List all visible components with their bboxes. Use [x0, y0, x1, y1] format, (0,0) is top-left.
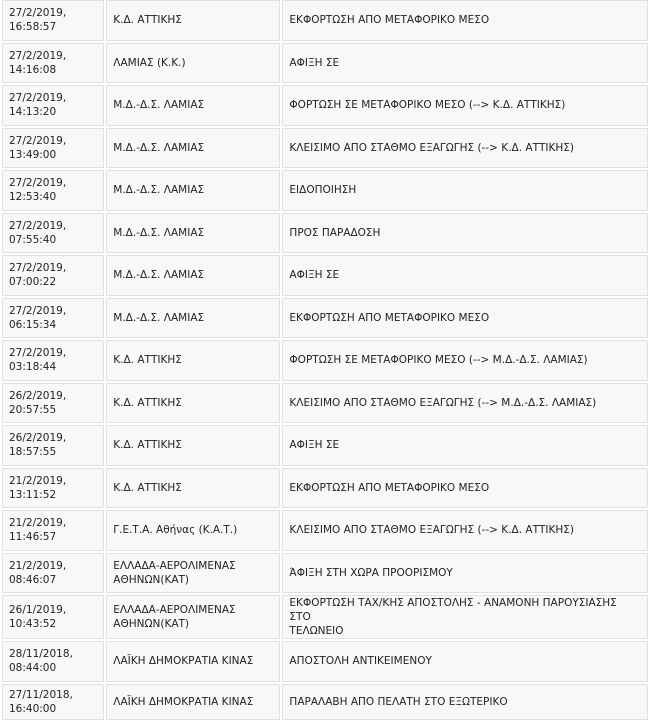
event-time: 13:11:52	[9, 488, 57, 501]
event-date: 27/2/2019,	[9, 347, 67, 360]
status-cell	[282, 340, 648, 381]
datetime-cell	[2, 468, 104, 509]
tracking-row	[2, 340, 648, 381]
status-cell	[282, 425, 648, 466]
status-cell	[282, 170, 648, 211]
status-cell	[282, 641, 648, 682]
event-time: 12:53:40	[9, 191, 57, 204]
event-time: 03:18:44	[9, 361, 57, 374]
event-time: 13:49:00	[9, 148, 57, 161]
event-location: Κ.Δ. ΑΤΤΙΚΗΣ	[113, 354, 182, 367]
event-location: Μ.Δ.-Δ.Σ. ΛΑΜΙΑΣ	[113, 311, 205, 324]
status-cell	[282, 0, 648, 41]
location-cell	[106, 85, 280, 126]
event-location: ΛΑΜΙΑΣ (Κ.Κ.)	[113, 56, 186, 69]
event-status: ΚΛΕΙΣΙΜΟ ΑΠΟ ΣΤΑΘΜΟ ΕΞΑΓΩΓΗΣ (--> Κ.Δ. ΑΤΤΙΚΗΣ)	[289, 141, 575, 154]
tracking-row	[2, 553, 648, 594]
tracking-row	[2, 595, 648, 639]
event-status: ΕΚΦΟΡΤΩΣΗ ΑΠΟ ΜΕΤΑΦΟΡΙΚΟ ΜΕΣΟ	[289, 481, 490, 494]
event-time: 08:44:00	[9, 662, 57, 675]
tracking-row	[2, 510, 648, 551]
event-location: ΛΑΪΚΗ ΔΗΜΟΚΡΑΤΙΑ ΚΙΝΑΣ	[113, 695, 254, 708]
datetime-cell	[2, 510, 104, 551]
datetime-cell	[2, 43, 104, 84]
event-location: Μ.Δ.-Δ.Σ. ΛΑΜΙΑΣ	[113, 141, 205, 154]
datetime-cell	[2, 595, 104, 639]
location-cell	[106, 510, 280, 551]
event-status: ΕΚΦΟΡΤΩΣΗ ΑΠΟ ΜΕΤΑΦΟΡΙΚΟ ΜΕΣΟ	[289, 14, 490, 27]
event-status: ΑΦΙΞΗ ΣΕ	[289, 269, 340, 282]
event-status: ΕΚΦΟΡΤΩΣΗ ΤΑΧ/ΚΗΣ ΑΠΟΣΤΟΛΗΣ - ΑΝΑΜΟΝΗ ΠΑΡΟΥΣΙΑΣΗΣ ΣΤΟ ΤΕΛΩΝΕΙΟ	[289, 597, 617, 637]
event-status: ΕΚΦΟΡΤΩΣΗ ΑΠΟ ΜΕΤΑΦΟΡΙΚΟ ΜΕΣΟ	[289, 311, 490, 324]
status-cell	[282, 595, 648, 639]
event-time: 18:57:55	[9, 446, 57, 459]
event-date: 27/2/2019,	[9, 134, 67, 147]
status-cell	[282, 128, 648, 169]
location-cell	[106, 255, 280, 296]
status-cell	[282, 383, 648, 424]
event-location: Κ.Δ. ΑΤΤΙΚΗΣ	[113, 481, 182, 494]
event-status: ΠΑΡΑΛΑΒΗ ΑΠΟ ΠΕΛΑΤΗ ΣΤΟ ΕΞΩΤΕΡΙΚΟ	[289, 695, 508, 708]
event-time: 08:46:07	[9, 573, 57, 586]
event-date: 21/2/2019,	[9, 474, 67, 487]
status-cell	[282, 468, 648, 509]
status-cell	[282, 213, 648, 254]
event-status: ΕΙΔΟΠΟΙΗΣΗ	[289, 184, 357, 197]
event-status: ΑΠΟΣΤΟΛΗ ΑΝΤΙΚΕΙΜΕΝΟΥ	[289, 655, 432, 668]
event-time: 07:55:40	[9, 233, 57, 246]
location-cell	[106, 641, 280, 682]
datetime-cell	[2, 255, 104, 296]
location-cell	[106, 553, 280, 594]
datetime-cell	[2, 128, 104, 169]
event-date: 27/11/2018,	[9, 688, 73, 701]
event-status: ΆΦΙΞΗ ΣΤΗ ΧΩΡΑ ΠΡΟΟΡΙΣΜΟΥ	[289, 566, 453, 579]
tracking-row	[2, 298, 648, 339]
status-cell	[282, 85, 648, 126]
tracking-row	[2, 128, 648, 169]
status-cell	[282, 255, 648, 296]
datetime-cell	[2, 340, 104, 381]
event-date: 27/2/2019,	[9, 92, 67, 105]
event-date: 26/1/2019,	[9, 604, 67, 616]
location-cell	[106, 213, 280, 254]
datetime-cell	[2, 383, 104, 424]
tracking-row	[2, 425, 648, 466]
event-time: 16:58:57	[9, 21, 57, 34]
event-date: 28/11/2018,	[9, 648, 73, 661]
event-location: ΕΛΛΑΔΑ-ΑΕΡΟΛΙΜΕΝΑΣ ΑΘΗΝΩΝ(ΚΑΤ)	[113, 604, 236, 630]
event-time: 07:00:22	[9, 276, 57, 289]
event-time: 11:46:57	[9, 531, 57, 544]
event-date: 21/2/2019,	[9, 517, 67, 530]
tracking-row	[2, 684, 648, 720]
event-status: ΠΡΟΣ ΠΑΡΑΔΟΣΗ	[289, 226, 381, 239]
event-location: ΛΑΪΚΗ ΔΗΜΟΚΡΑΤΙΑ ΚΙΝΑΣ	[113, 655, 254, 668]
datetime-cell	[2, 85, 104, 126]
location-cell	[106, 170, 280, 211]
event-date: 21/2/2019,	[9, 559, 67, 572]
tracking-row	[2, 170, 648, 211]
event-time: 06:15:34	[9, 318, 57, 331]
event-location: Κ.Δ. ΑΤΤΙΚΗΣ	[113, 396, 182, 409]
datetime-cell	[2, 425, 104, 466]
location-cell	[106, 128, 280, 169]
location-cell	[106, 684, 280, 720]
event-location: Γ.Ε.Τ.Α. Αθήνας (Κ.Α.Τ.)	[113, 524, 238, 537]
location-cell	[106, 425, 280, 466]
datetime-cell	[2, 684, 104, 720]
event-status: ΑΦΙΞΗ ΣΕ	[289, 56, 340, 69]
event-location: Μ.Δ.-Δ.Σ. ΛΑΜΙΑΣ	[113, 184, 205, 197]
event-status: ΦΟΡΤΩΣΗ ΣΕ ΜΕΤΑΦΟΡΙΚΟ ΜΕΣΟ (--> Μ.Δ.-Δ.Σ. ΛΑΜΙΑΣ)	[289, 354, 588, 367]
event-status: ΚΛΕΙΣΙΜΟ ΑΠΟ ΣΤΑΘΜΟ ΕΞΑΓΩΓΗΣ (--> Μ.Δ.-Δ.Σ. ΛΑΜΙΑΣ)	[289, 396, 597, 409]
event-status: ΑΦΙΞΗ ΣΕ	[289, 439, 340, 452]
location-cell	[106, 298, 280, 339]
location-cell	[106, 383, 280, 424]
tracking-row	[2, 85, 648, 126]
location-cell	[106, 595, 280, 639]
event-time: 14:16:08	[9, 63, 57, 76]
status-cell	[282, 43, 648, 84]
event-time: 10:43:52	[9, 618, 57, 630]
event-status: ΚΛΕΙΣΙΜΟ ΑΠΟ ΣΤΑΘΜΟ ΕΞΑΓΩΓΗΣ (--> Κ.Δ. ΑΤΤΙΚΗΣ)	[289, 524, 575, 537]
event-date: 26/2/2019,	[9, 389, 67, 402]
event-status: ΦΟΡΤΩΣΗ ΣΕ ΜΕΤΑΦΟΡΙΚΟ ΜΕΣΟ (--> Κ.Δ. ΑΤΤΙΚΗΣ)	[289, 99, 566, 112]
location-cell	[106, 43, 280, 84]
tracking-row	[2, 255, 648, 296]
location-cell	[106, 468, 280, 509]
event-date: 27/2/2019,	[9, 262, 67, 275]
event-date: 27/2/2019,	[9, 49, 67, 62]
status-cell	[282, 684, 648, 720]
event-date: 27/2/2019,	[9, 7, 67, 20]
tracking-row	[2, 468, 648, 509]
event-time: 14:13:20	[9, 106, 57, 119]
datetime-cell	[2, 0, 104, 41]
event-date: 27/2/2019,	[9, 219, 67, 232]
location-cell	[106, 340, 280, 381]
tracking-row	[2, 213, 648, 254]
tracking-row	[2, 43, 648, 84]
location-cell	[106, 0, 280, 41]
tracking-row	[2, 641, 648, 682]
datetime-cell	[2, 553, 104, 594]
event-location: Κ.Δ. ΑΤΤΙΚΗΣ	[113, 439, 182, 452]
datetime-cell	[2, 170, 104, 211]
datetime-cell	[2, 213, 104, 254]
datetime-cell	[2, 298, 104, 339]
event-location: ΕΛΛΑΔΑ-ΑΕΡΟΛΙΜΕΝΑΣ ΑΘΗΝΩΝ(ΚΑΤ)	[113, 559, 236, 586]
event-location: Μ.Δ.-Δ.Σ. ΛΑΜΙΑΣ	[113, 99, 205, 112]
event-date: 27/2/2019,	[9, 304, 67, 317]
event-location: Μ.Δ.-Δ.Σ. ΛΑΜΙΑΣ	[113, 226, 205, 239]
tracking-table-body	[2, 0, 648, 720]
tracking-row	[2, 0, 648, 41]
event-time: 20:57:55	[9, 403, 57, 416]
event-location: Κ.Δ. ΑΤΤΙΚΗΣ	[113, 14, 182, 27]
event-location: Μ.Δ.-Δ.Σ. ΛΑΜΙΑΣ	[113, 269, 205, 282]
event-time: 16:40:00	[9, 702, 57, 715]
datetime-cell	[2, 641, 104, 682]
status-cell	[282, 553, 648, 594]
event-date: 26/2/2019,	[9, 432, 67, 445]
tracking-row	[2, 383, 648, 424]
status-cell	[282, 298, 648, 339]
event-date: 27/2/2019,	[9, 177, 67, 190]
status-cell	[282, 510, 648, 551]
